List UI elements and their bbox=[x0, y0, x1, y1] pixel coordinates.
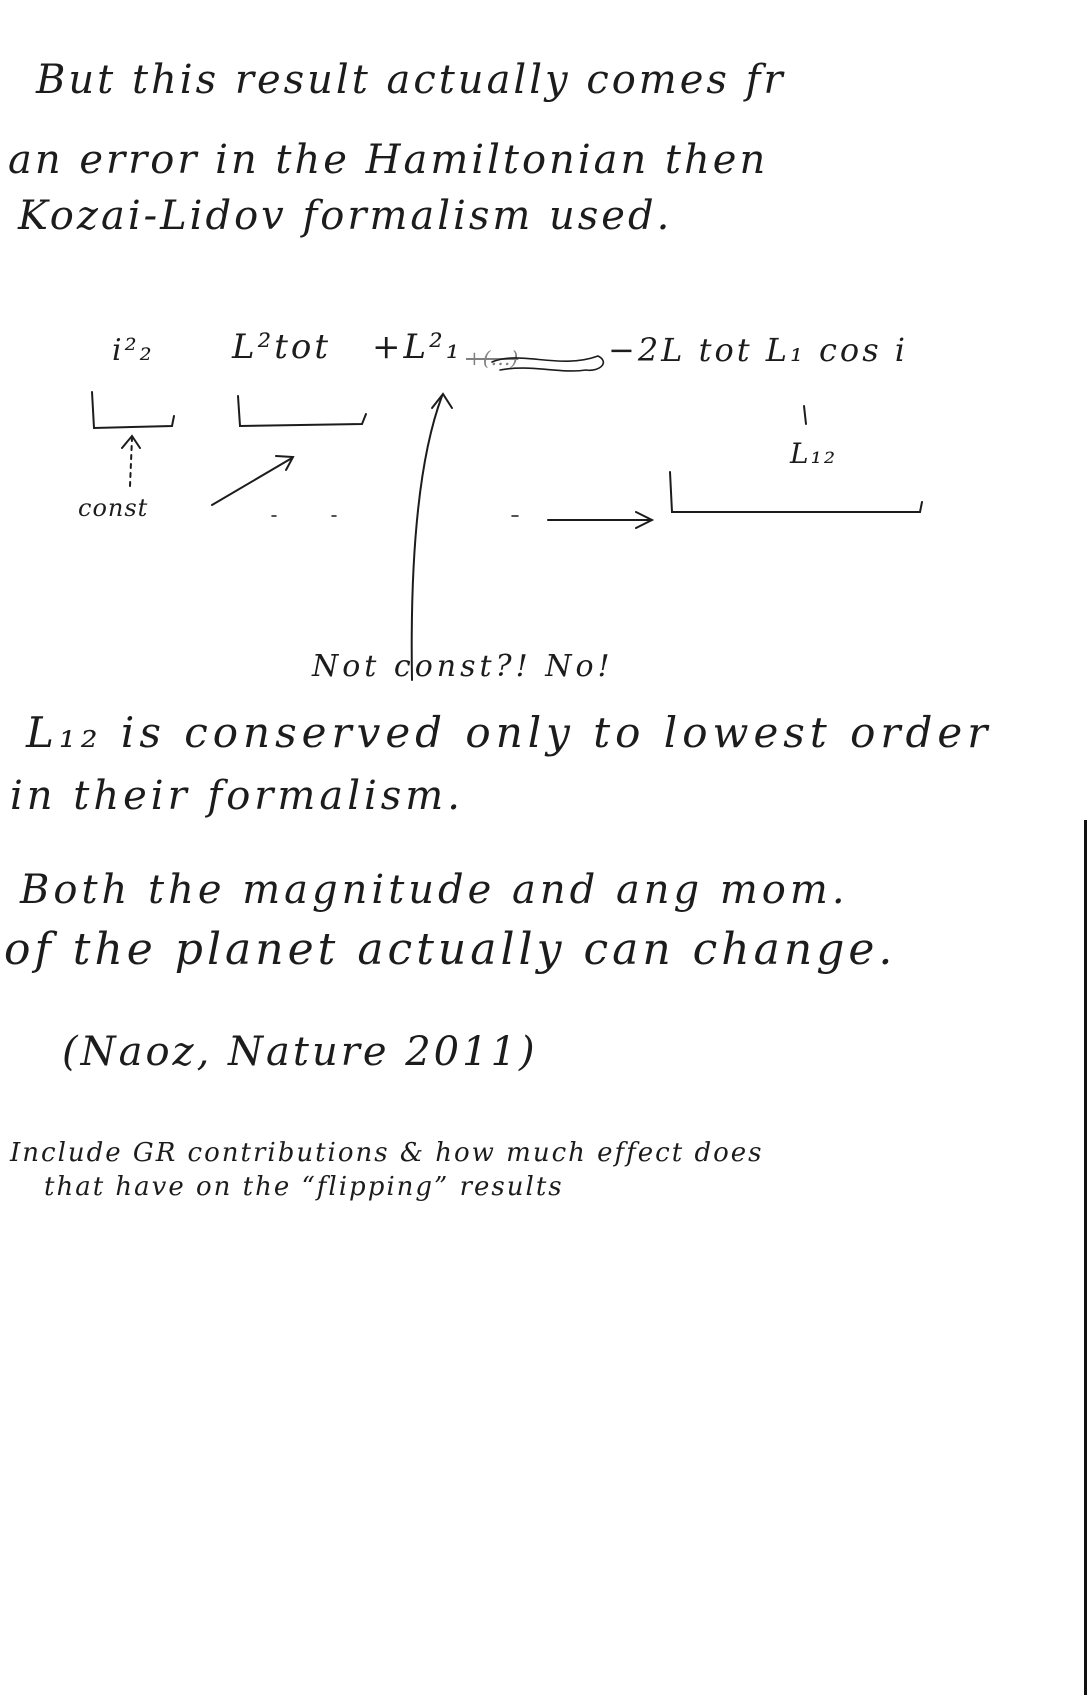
scan-edge-divider bbox=[1084, 820, 1087, 1695]
bracket-ltot bbox=[238, 396, 366, 426]
arrow-ltot bbox=[212, 458, 292, 505]
todo-line-2: that have on the “flipping” results bbox=[44, 1172, 564, 1202]
term-l1: +L²₁ bbox=[372, 327, 463, 367]
equation-diagram bbox=[0, 300, 1000, 720]
intro-line-3: Kozai-Lidov formalism used. bbox=[18, 193, 673, 239]
label-l12: L₁₂ bbox=[790, 437, 838, 470]
term-i2: i²₂ bbox=[112, 333, 155, 368]
todo-line-1: Include GR contributions & how much effect does bbox=[10, 1138, 764, 1168]
arrow-l1 bbox=[412, 396, 442, 680]
tick-cos bbox=[804, 406, 806, 424]
term-cross-product: −2L tot L₁ cos i bbox=[608, 331, 909, 369]
term-ltot: L²tot bbox=[232, 327, 332, 367]
body-line-2: in their formalism. bbox=[10, 773, 464, 819]
citation: (Naoz, Nature 2011) bbox=[62, 1029, 538, 1075]
arrow-const bbox=[130, 438, 132, 486]
intro-line-2: an error in the Hamiltonian then bbox=[8, 137, 769, 183]
intro-line-1: But this result actually comes fr bbox=[36, 57, 786, 103]
body-line-4: of the planet actually can change. bbox=[4, 924, 897, 975]
body-line-1: L₁₂ is conserved only to lowest order bbox=[26, 708, 993, 757]
body-line-3: Both the magnitude and ang mom. bbox=[20, 867, 849, 913]
label-const: const bbox=[78, 494, 149, 522]
bracket-l12 bbox=[670, 472, 922, 512]
term-crossed-out: +(…) bbox=[466, 346, 519, 370]
bracket-i2 bbox=[92, 392, 174, 428]
label-not-const: Not const?! No! bbox=[312, 649, 614, 684]
